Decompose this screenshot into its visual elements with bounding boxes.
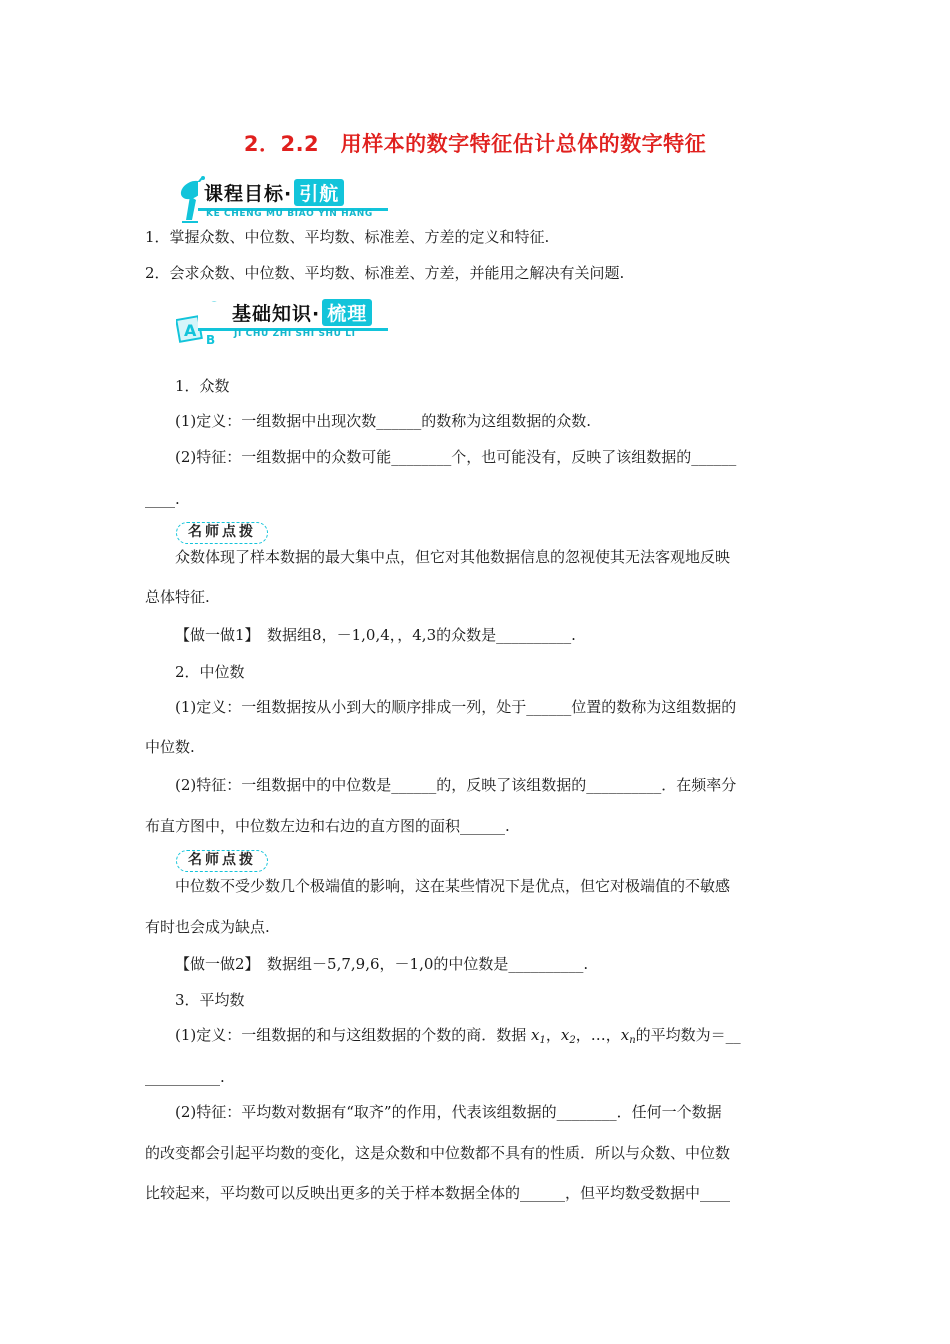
s3-definition-line2: __________.: [145, 1068, 225, 1086]
s1-heading: 1．众数: [175, 377, 230, 395]
s2-definition-line1: (1)定义：一组数据按从小到大的顺序排成一列，处于______位置的数称为这组数据的: [175, 698, 737, 716]
tip-badge: 名师点拨: [176, 850, 268, 872]
var-x2: x: [560, 1026, 570, 1044]
s3-definition-line1: (1)定义：一组数据的和与这组数据的个数的商．数据 $x_1$，$x_2$，…，$x_n$的平均数为＝__: [175, 1026, 741, 1046]
banner-title-text: 基础知识·: [232, 303, 321, 325]
s1-feature-line2: ____.: [145, 490, 180, 508]
s3-feature-line2: 的改变都会引起平均数的变化，这是众数和中位数都不具有的性质．所以与众数、中位数: [145, 1144, 731, 1162]
banner-title-tag: 引航: [294, 179, 344, 206]
s3-definition-text: (1)定义：一组数据的和与这组数据的个数的商．数据: [175, 1026, 527, 1044]
s1-tip-line1: 众数体现了样本数据的最大集中点，但它对其他数据信息的忽视使其无法客观地反映: [175, 548, 731, 566]
goal-1: 1．掌握众数、中位数、平均数、标准差、方差的定义和特征.: [145, 228, 550, 246]
var-x1: x: [531, 1026, 540, 1044]
banner-title: [204, 179, 344, 206]
s1-tip-line2: 总体特征.: [145, 588, 210, 606]
s1-feature-line1: (2)特征：一组数据中的众数可能________个，也可能没有，反映了该组数据的______: [175, 448, 737, 466]
svg-text:B: B: [206, 333, 216, 347]
s2-tip-line1: 中位数不受少数几个极端值的影响，这在某些情况下是优点，但它对极端值的不敏感: [175, 877, 731, 895]
s1-exercise: 【做一做1】 数据组8，－1,0,4，，4,3的众数是__________.: [175, 626, 576, 644]
page-title: 2．2.2 用样本的数字特征估计总体的数字特征: [243, 132, 707, 156]
s2-exercise: 【做一做2】 数据组－5,7,9,6，－1,0的中位数是__________.: [175, 955, 589, 973]
s2-heading: 2．中位数: [175, 663, 245, 681]
section-banner-basics: [176, 296, 406, 346]
banner-pinyin: JI CHU ZHI SHI SHU LI: [234, 329, 356, 339]
goal-2: 2．会求众数、中位数、平均数、标准差、方差，并能用之解决有关问题.: [145, 264, 625, 282]
var-xn: x: [620, 1026, 630, 1044]
banner-title: [232, 299, 372, 326]
s2-definition-line2: 中位数.: [145, 738, 195, 756]
banner-pinyin: KE CHENG MU BIAO YIN HANG: [206, 209, 373, 219]
s3-definition-tail: 的平均数为＝__: [635, 1026, 741, 1044]
s2-tip-line2: 有时也会成为缺点.: [145, 918, 270, 936]
sub-2: 2: [569, 1035, 576, 1046]
s3-feature-line3: 比较起来，平均数可以反映出更多的关于样本数据全体的______，但平均数受数据中____: [145, 1184, 731, 1202]
s3-feature-line1: (2)特征：平均数对数据有“取齐”的作用，代表该组数据的________．任何一个数据: [175, 1103, 722, 1121]
sub-n: n: [629, 1035, 636, 1046]
sub-1: 1: [539, 1035, 546, 1046]
banner-title-text: 课程目标·: [204, 183, 293, 205]
s3-heading: 3．平均数: [175, 991, 245, 1009]
svg-text:A: A: [184, 321, 197, 340]
banner-title-tag: 梳理: [322, 299, 372, 326]
section-banner-goals: [176, 176, 406, 226]
tip-badge: 名师点拨: [176, 522, 268, 544]
s2-feature-line2: 布直方图中，中位数左边和右边的直方图的面积______.: [145, 817, 510, 835]
s2-feature-line1: (2)特征：一组数据中的中位数是______的，反映了该组数据的__________．在频率分: [175, 776, 737, 794]
s1-definition: (1)定义：一组数据中出现次数______的数称为这组数据的众数.: [175, 412, 592, 430]
